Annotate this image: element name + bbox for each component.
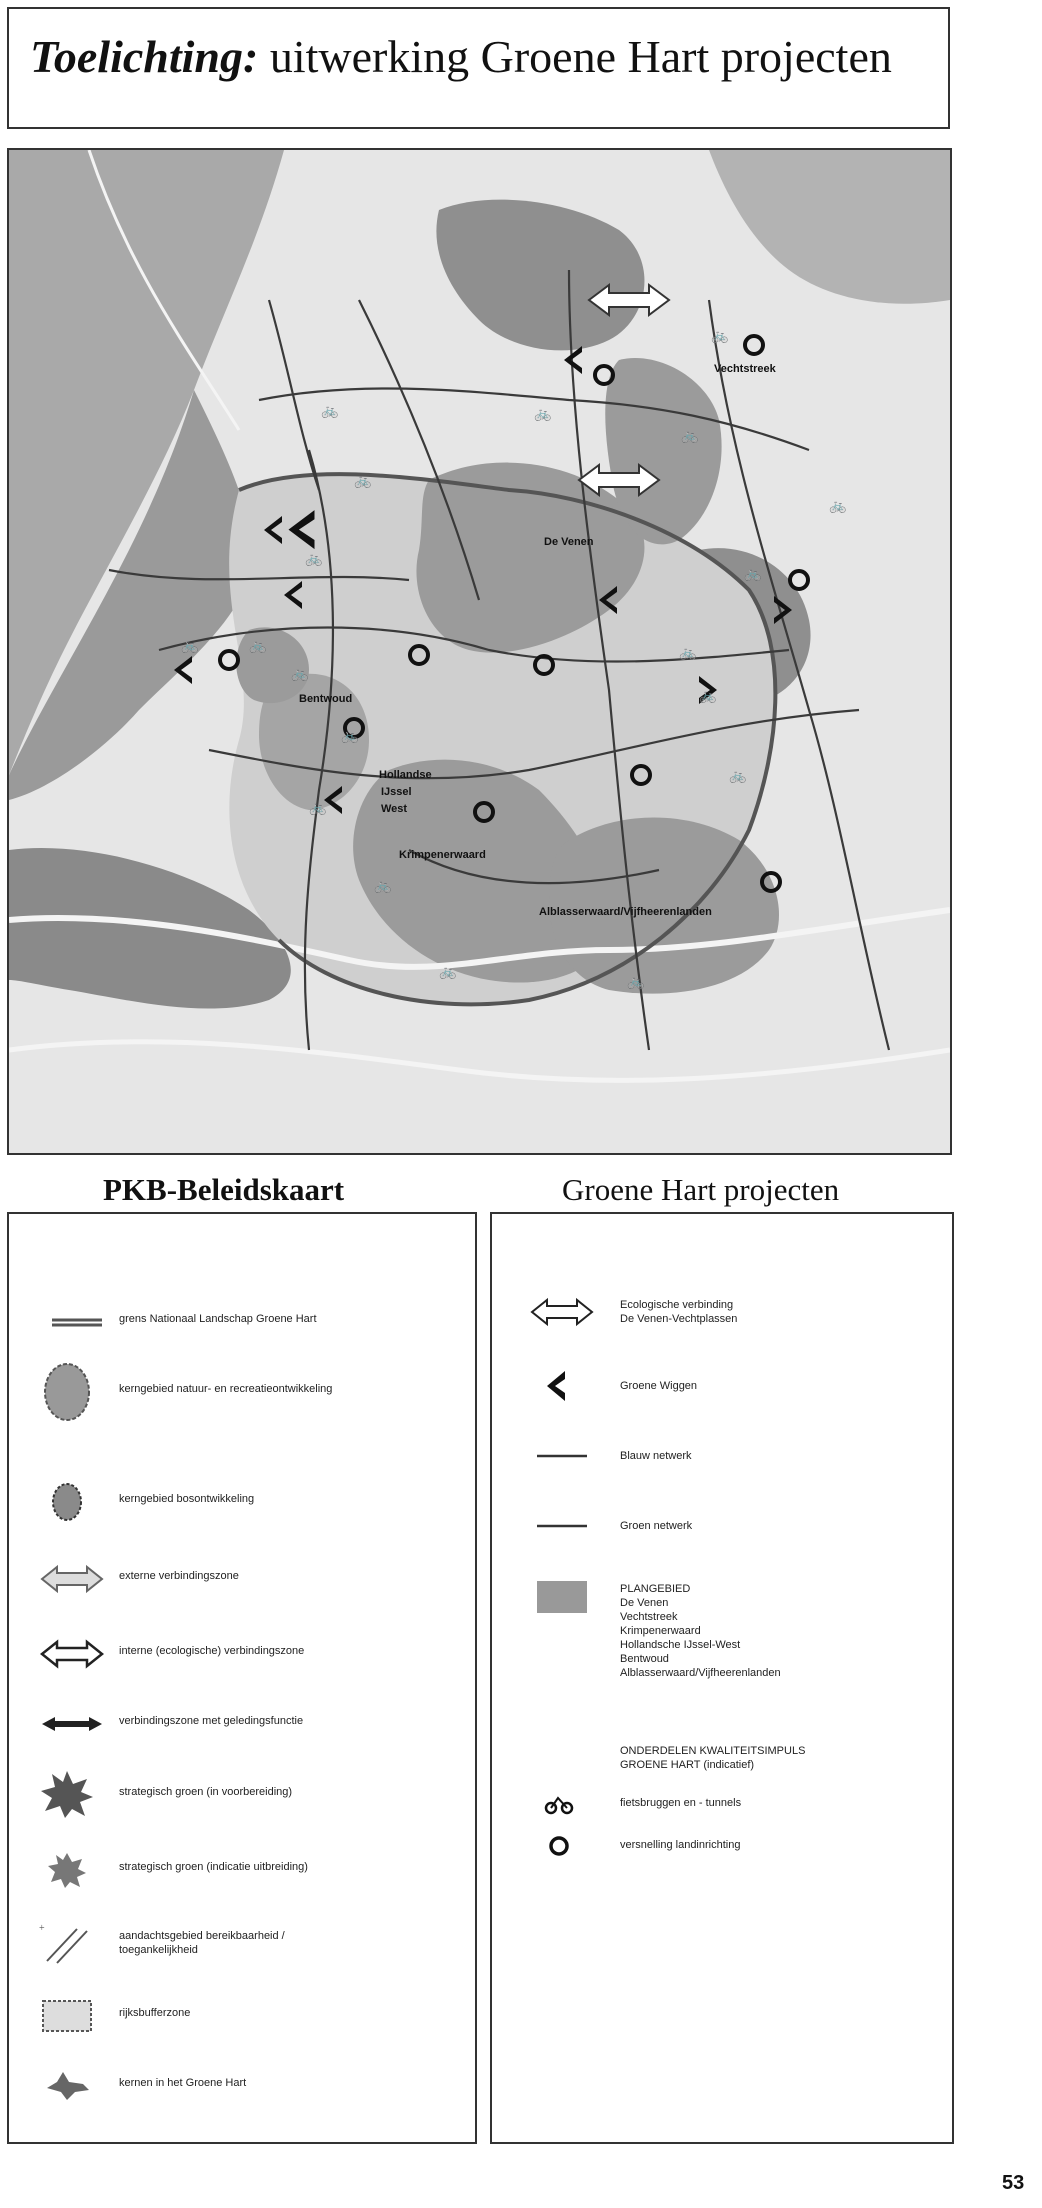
map-label-alblasserwaard: Alblasserwaard/Vijfheerenlanden: [539, 906, 712, 918]
eco-line-2: De Venen-Vechtplassen: [620, 1313, 738, 1325]
title-rest: uitwerking Groene Hart projecten: [269, 31, 892, 82]
legend-label: strategisch groen (indicatie uitbreiding): [119, 1861, 308, 1873]
plangebied-item: Krimpenerwaard: [620, 1625, 701, 1637]
plangebied-item: Vechtstreek: [620, 1611, 678, 1623]
plangebied-item: Hollandsche IJssel-West: [620, 1639, 741, 1651]
dashed-ellipse-icon: [27, 1482, 117, 1522]
right-legend-panel: [490, 1212, 954, 2144]
dotted-rectangle-icon: [27, 1996, 117, 2036]
legend-item-strategisch-indicatie: [9, 1850, 475, 1890]
svg-text:🚲: 🚲: [681, 428, 699, 444]
page-number: 53: [1002, 2172, 1025, 2194]
legend-label: kernen in het Groene Hart: [119, 2077, 247, 2089]
legend-item-kerngebied: [9, 1362, 475, 1422]
map-label-ijssel: IJssel: [381, 786, 412, 798]
line-icon: [527, 1436, 597, 1476]
map-label-krimpenerwaard: Krimpenerwaard: [399, 849, 486, 861]
left-legend-panel: [7, 1212, 477, 2144]
legend-blauw-netwerk: [492, 1436, 952, 1476]
legend-landinrichting: [492, 1826, 952, 1866]
svg-text:🚲: 🚲: [249, 638, 267, 654]
svg-text:🚲: 🚲: [711, 328, 729, 344]
left-legend-heading: PKB-Beleidskaart: [103, 1172, 345, 1207]
plangebied-item: Bentwoud: [620, 1653, 669, 1665]
legend-eco-verbinding: [492, 1292, 952, 1332]
legend-item-geledingsfunctie: [9, 1704, 475, 1744]
svg-text:🚲: 🚲: [679, 645, 697, 661]
legend-item-grens: [9, 1302, 475, 1342]
legend-item-bereikbaarheid: [9, 1919, 475, 1967]
town-shape-icon: [27, 2066, 117, 2106]
map: [7, 148, 952, 1155]
legend-item-interne: [9, 1634, 475, 1674]
svg-text:🚲: 🚲: [321, 403, 339, 419]
legend-item-bosontwikkeling: [9, 1482, 475, 1522]
double-line-icon: [27, 1302, 117, 1342]
svg-text:🚲: 🚲: [341, 728, 359, 744]
legend-item-strategisch-voorbereiding: [9, 1769, 475, 1819]
kwaliteitsimpuls-heading: [620, 1744, 805, 1772]
map-canvas: [9, 150, 950, 1153]
hollow-double-arrow-icon: [27, 1559, 117, 1599]
kwaliteit-line-1: ONDERDELEN KWALITEITSIMPULS: [620, 1745, 806, 1757]
map-label-west: West: [381, 803, 408, 815]
star-blob-icon: [27, 1769, 117, 1819]
double-arrow-icon: [27, 1634, 117, 1674]
groen-netwerk-label: Groen netwerk: [620, 1520, 693, 1532]
legend-label: interne (ecologische) verbindingszone: [119, 1645, 305, 1657]
landinrichting-label: versnelling landinrichting: [620, 1839, 741, 1851]
circle-icon: [527, 1826, 597, 1866]
svg-text:🚲: 🚲: [309, 800, 327, 816]
svg-text:🚲: 🚲: [181, 638, 199, 654]
legend-label: kerngebied bosontwikkeling: [119, 1493, 255, 1505]
legend-item-rijksbufferzone: [9, 1996, 475, 2036]
title-emphasis: Toelichting:: [30, 31, 259, 82]
groene-wiggen-label: Groene Wiggen: [620, 1380, 698, 1392]
line-icon: [527, 1506, 597, 1546]
svg-text:🚲: 🚲: [534, 406, 552, 422]
legend-label: grens Nationaal Landschap Groene Hart: [119, 1313, 317, 1325]
legend-label: verbindingszone met geledingsfunctie: [119, 1715, 304, 1727]
svg-text:🚲: 🚲: [627, 974, 645, 990]
right-legend-heading: Groene Hart projecten: [562, 1172, 840, 1207]
svg-text:🚲: 🚲: [354, 473, 372, 489]
kwaliteit-line-2: GROENE HART (indicatief): [620, 1759, 755, 1771]
svg-text:🚲: 🚲: [699, 688, 717, 704]
legend-label: kerngebied natuur- en recreatieontwikkeling: [119, 1383, 333, 1395]
legend-label: externe verbindingszone: [119, 1570, 239, 1582]
legend-label-2: toegankelijkheid: [119, 1944, 198, 1956]
map-label-bentwoud: Bentwoud: [299, 693, 353, 705]
legend-label: strategisch groen (in voorbereiding): [119, 1786, 293, 1798]
legend-item-kernen: [9, 2066, 475, 2106]
legend-groene-wiggen: [492, 1366, 952, 1406]
svg-text:🚲: 🚲: [744, 566, 762, 582]
legend-groen-netwerk: [492, 1506, 952, 1546]
legend-plangebied: [492, 1576, 952, 1706]
map-label-de-venen: De Venen: [544, 536, 594, 548]
svg-text:🚲: 🚲: [291, 666, 309, 682]
fietsbruggen-label: fietsbruggen en - tunnels: [620, 1797, 742, 1809]
chevron-left-icon: [527, 1366, 597, 1406]
svg-text:🚲: 🚲: [374, 878, 392, 894]
plangebied-title: PLANGEBIED: [620, 1583, 691, 1595]
map-label-hollandse: Hollandse: [379, 769, 432, 781]
map-label-vechtstreek: Vechtstreek: [714, 363, 776, 375]
plangebied-item: Alblasserwaard/Vijfheerenlanden: [620, 1667, 781, 1679]
blauw-netwerk-label: Blauw netwerk: [620, 1450, 692, 1462]
legend-label: rijksbufferzone: [119, 2007, 191, 2019]
legend-item-externe: [9, 1559, 475, 1599]
svg-text:🚲: 🚲: [829, 498, 847, 514]
legend-label: aandachtsgebied bereikbaarheid /: [119, 1930, 285, 1942]
diagonal-lines-icon: [27, 1919, 117, 1967]
eco-line-1: Ecologische verbinding: [620, 1299, 734, 1311]
bicycle-icon: [527, 1784, 597, 1824]
svg-text:+: +: [39, 1923, 45, 1934]
filled-rectangle-icon: [527, 1576, 597, 1616]
page-title: [30, 30, 892, 83]
eco-verbinding-label: [620, 1298, 737, 1326]
solid-double-arrow-icon: [27, 1704, 117, 1744]
double-arrow-icon: [527, 1292, 597, 1332]
small-star-blob-icon: [27, 1850, 117, 1890]
svg-text:🚲: 🚲: [729, 768, 747, 784]
svg-text:🚲: 🚲: [305, 551, 323, 567]
large-ellipse-icon: [27, 1362, 117, 1422]
legend-fietsbruggen: [492, 1784, 952, 1824]
svg-text:🚲: 🚲: [439, 964, 457, 980]
plangebied-item: De Venen: [620, 1597, 669, 1609]
